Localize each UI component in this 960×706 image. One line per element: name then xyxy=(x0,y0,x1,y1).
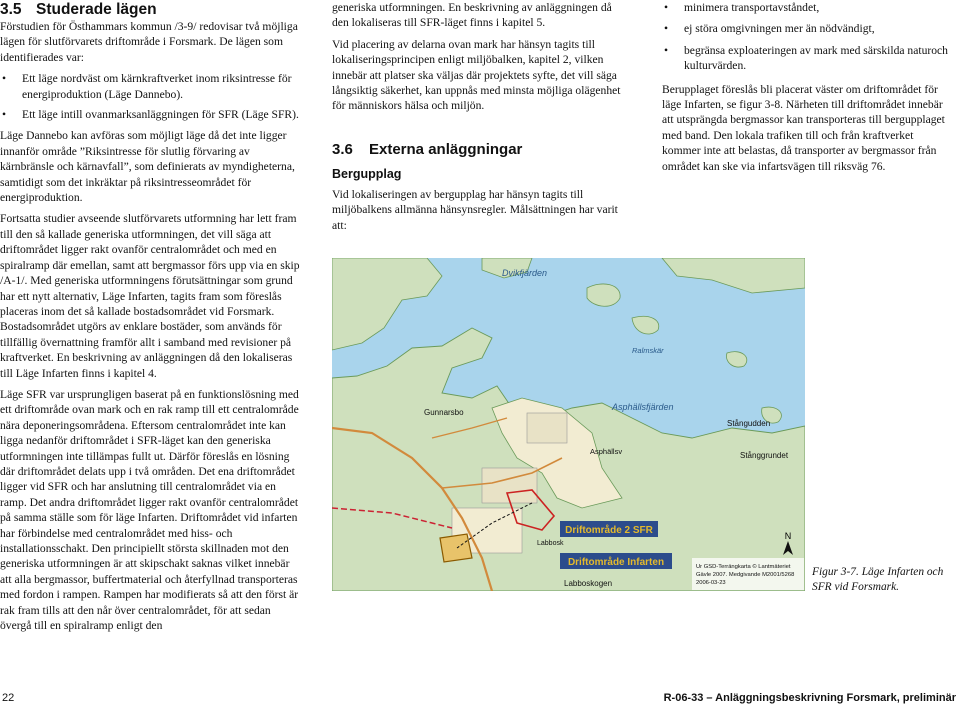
label-driftomrade-sfr: Driftområde 2 SFR xyxy=(565,525,653,536)
list-item: • minimera transportavståndet, xyxy=(664,1,820,14)
bullet-list-lagen xyxy=(0,71,300,122)
credit-line-2: Gävle 2007. Medgivande M2001/5268 xyxy=(696,572,795,578)
section-heading-3-5: 3.5 Studerade lägen xyxy=(0,1,157,18)
section-heading-3-6: 3.6 Externa anläggningar xyxy=(332,140,523,158)
label-stangudden: Stångudden xyxy=(727,419,771,428)
bullet-list-malsattning xyxy=(662,0,954,74)
infarten-area xyxy=(440,534,472,562)
label-asphallsfjarden: Asphällsfjärden xyxy=(612,402,674,412)
column-middle xyxy=(332,0,622,233)
paragraph-bergupplag: Vid lokaliseringen av bergupplag har hänsyn tagits till miljöbalkens allmänna hänsynsregler. Målsättningen har varit att: xyxy=(332,187,618,232)
forsmark-map xyxy=(332,258,805,591)
label-labboskogen: Labboskogen xyxy=(564,579,613,588)
building-block xyxy=(527,413,567,443)
column-right xyxy=(662,0,954,174)
paragraph-intro: Förstudien för Östhammars kommun /3-9/ redovisar två möjliga lägen för slutförvarets driftområde i Forsmark. De lägen som identifierades var: xyxy=(0,20,298,64)
figure-caption: Figur 3-7. Läge Infarten och SFR vid Forsmark. xyxy=(812,566,944,593)
paragraph-bergupplag-placering: Berupplaget föreslås bli placerat väster om driftområdet för läge Infarten, se figur 3-8. Närheten till driftområdet innebär att utsprängda bergmassor kan transporteras till bergupplaget med band. Den lokala trafiken till och från kraftverket kommer inte att belastas, då transporter av bergmassor från området kan ske via infartsvägen till riksväg 76. xyxy=(662,82,945,173)
column-left xyxy=(0,0,300,633)
label-labbosk: Labbosk xyxy=(537,540,564,547)
list-item: • begränsa exploateringen av mark med särskilda naturoch kulturvärden. xyxy=(664,43,948,73)
label-stanggrundet: Stånggrundet xyxy=(740,451,789,460)
paragraph-fortsatta: Fortsatta studier avseende slutförvarets utformning har lett fram till den så kallade generiska utformningen, det vill säga att driftområdet ligger rakt ovanför centralområdet och med en spiralramp där emellan, samt att bergmassor förs upp via en skip /A-1/. Med generiska utformningens förutsättningar som grund har ett nytt alternativ, Läge Infarten, tagits fram som föreslås placeras inom det så kallade bostadsområdet vid Forsmark. Bostadsområdet utgörs av enklare bostäder, som används för tillfällig övernattning framför allt i samband med revisioner på kraftverket. En beskrivning av anläggningen då den lokaliseras till Läge Infarten finns i kapitel 4. xyxy=(0,212,300,380)
report-title: R-06-33 – Anläggningsbeskrivning Forsmark, preliminär xyxy=(663,692,956,704)
label-asphallsv: Asphällsv xyxy=(590,447,623,456)
paragraph-placering: Vid placering av delarna ovan mark har hänsyn tagits till lokaliseringsprincipen enligt miljöbalken, kapitel 2, vilken innebär att platser ska väljas där projektets syfte, det vill säga långsiktig säkerhet, kan uppnås med minsta möjliga olägenhet för människors hälsa och miljön. xyxy=(332,37,621,113)
credit-line-1: Ur GSD-Terrängkarta © Lantmäteriet xyxy=(696,564,791,570)
list-item: • Ett läge intill ovanmarksanläggningen för SFR (Läge SFR). xyxy=(2,108,299,122)
paragraph-dannebo: Läge Dannebo kan avföras som möjligt läge då det inte ligger innanför område ”Riksintresse för slutlig förvaring av kärnbränsle och kärnavfall”, som definierats av myndigheterna, samtidigt som det inkräktar på riksintresseområdet för energiproduktion. xyxy=(0,129,295,205)
island xyxy=(587,284,620,306)
label-ralmskar: Ralmskär xyxy=(632,346,664,355)
label-dvikfjarden: Dvikfjärden xyxy=(502,268,548,278)
svg-text:N: N xyxy=(784,531,792,541)
paragraph-lage-sfr: Läge SFR var ursprungligen baserat på en funktionslösning med ett driftområde ovan mark och en rak ramp till ett centralområde nära deponeringsområdena. Eftersom centralområdet inte kan ligga nedanför driftområdet i SFR-läget kan den generiska utformningen inte tillämpas fullt ut. Därför föreslås en lösning där driftområdet delats upp i två områden. Det ena driftområdet ligger vid SFR och har anslutning till centralområdet via en ramp. Det andra driftområdet ligger rakt ovanför centralområdet på samma ställe som för läge Infarten. Driftområdet vid infarten har förbindelse med centralområdet med hiss- och installationsschakt. Den principiellt största skillnaden mot den generiska utformningen är att skipschakt saknas vilket innebär att alla bergmassor, buffertmaterial och återfyllnad transporteras med fordon i rampen. Rampen har modifierats så att den först är rak fram tills att den når över centralområdet, för att sedan övergå till en spiralramp enligt den xyxy=(0,387,299,633)
page-number: 22 xyxy=(2,692,15,704)
list-item: • ej störa omgivningen mer än nödvändigt, xyxy=(664,22,875,36)
credit-line-3: 2006-03-23 xyxy=(696,580,726,586)
label-driftomrade-infarten: Driftområde Infarten xyxy=(567,557,665,568)
subheading-bergupplag: Bergupplag xyxy=(332,166,402,181)
paragraph-continuation: generiska utformningen. En beskrivning av anläggningen då den lokaliseras till SFR-läget finns i kapitel 5. xyxy=(332,1,612,30)
label-gunnarsbo: Gunnarsbo xyxy=(424,408,464,417)
list-item: • Ett läge nordväst om kärnkraftverket inom riksintresse för energiproduktion (Läge Dannebo). xyxy=(2,72,292,101)
